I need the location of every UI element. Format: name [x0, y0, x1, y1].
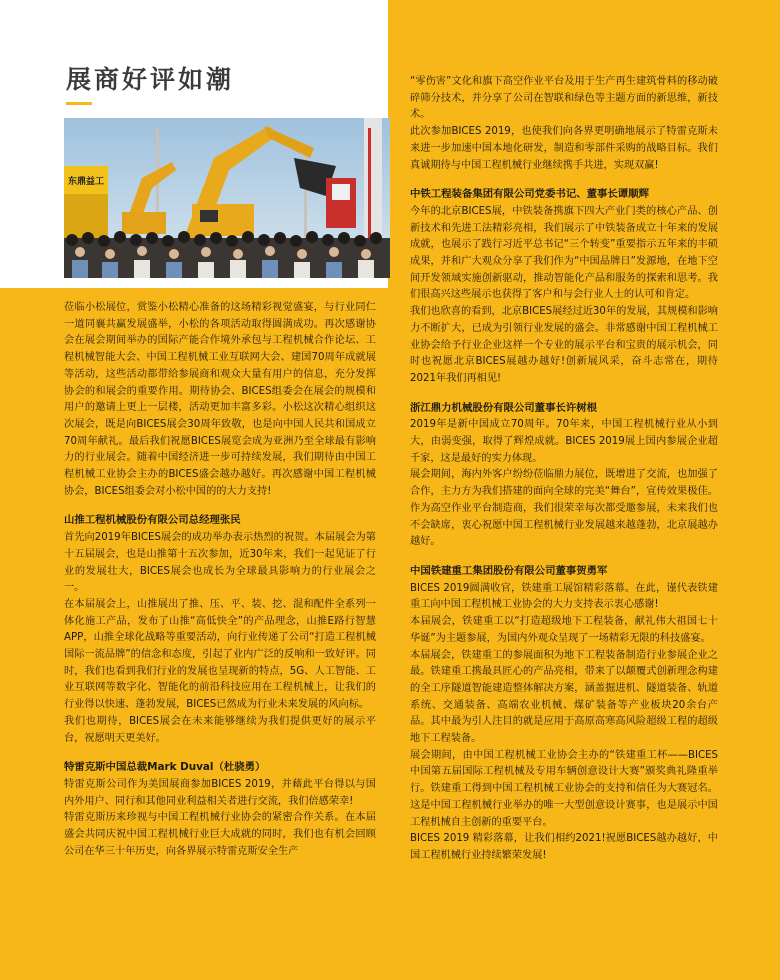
paragraph: 特雷克斯公司作为美国展商参加BICES 2019，并藉此平台得以与国内外用户、同行和其他同业利益相关者进行交流，我们倍感荣幸! — [64, 778, 376, 807]
paragraph: 本届展会，铁建重工的参展面积为地下工程装备制造行业参展企业之最。铁建重工携最具匠心的产品亮相，带来了以颠覆式创新理念构建的全工序隧道智能建造整体解决方案，涵盖掘进机、隧道装备、轨道系统、交通装备、高端农业机械、煤矿装备等产业板块20余台产品。其中最为引人注目的就是应用于高原高寒高风险超级工程的超级地下工程装备。 — [410, 649, 718, 745]
paragraph: 展会期间，由中国工程机械工业协会主办的“铁建重工杯——BICES中国第五届国际工程机械及专用车辆创意设计大赛”颁奖典礼隆重举行。铁建重工得到中国工程机械工业协会的支持和信任为大赛冠名。这是中国工程机械行业举办的唯一大型创意设计赛事，也是展示中国工程机械自主创新的重要平台。 — [410, 749, 718, 828]
paragraph: 特雷克斯历来珍视与中国工程机械行业协会的紧密合作关系。在本届盛会共同庆祝中国工程机械行业巨大成就的同时，我们也有机会回顾公司在华三十年历史，向各界展示特雷克斯安全生产 — [64, 812, 376, 857]
paragraph: BICES 2019圆满收官，铁建重工展馆精彩落幕。在此，谨代表铁建重工向中国工程机械工业协会的大力支持表示衷心感谢! — [410, 582, 718, 611]
right-column — [410, 74, 718, 865]
paragraph: 我们也期待，BICES展会在未来能够继续为我们提供更好的展示平台，祝愿明天更美好。 — [64, 715, 376, 744]
section-heading: 浙江鼎力机械股份有限公司董事长许树根 — [410, 401, 598, 414]
page-title: 展商好评如潮 — [66, 65, 235, 94]
paragraph: 在本届展会上，山推展出了推、压、平、装、挖、混和配件全系列一体化施工产品，发布了山推“高低快全”的产品理念，山推E路行智慧APP，山推全球化战略等重要活动，向行业传递了公司“打造工程机械国际一流品牌”的信念和态度，引起了业内广泛的反响和一致好评。同时，我们也看到我们行业的发展也呈现新的特点，5G、人工智能、工业互联网等数字化、智能化的前沿科技应用在工程机械上，让我们的行业得以快速、蓬勃发展，BICES已然成为行业未来发展的风向标。 — [64, 598, 376, 711]
title-underline — [66, 102, 92, 105]
paragraph: 我们也欣喜的看到，北京BICES展经过近30年的发展，其规模和影响力不断扩大，已成为引领行业发展的盛会。非常感谢中国工程机械工业协会给予行业企业这样一个专业的展示平台和宝贵的展示机会，同时也祝愿北京BICES展越办越好!创新展风采，奋斗志常在，期待2021年我们再相见! — [410, 306, 718, 384]
paragraph: 展会期间，海内外客户纷纷莅临鼎力展位，既增进了交流，也加强了合作，主力方为我们搭建的面向全球的完美“舞台”，宣传效果极佳。作为高空作业平台制造商，我们很荣幸每次都受邀参展，未来我们也不会缺席，衷心祝愿中国工程机械行业发展越来越蓬勃，北京展越办越好。 — [410, 469, 718, 548]
paragraph: 首先向2019年BICES展会的成功举办表示热烈的祝贺。本届展会为第十五届展会，也是山推第十五次参加，近30年来，我们一起见证了行业的发展壮大，BICES展会也成长为全球最具影响力的行业展会之一。 — [64, 532, 376, 594]
paragraph: 本届展会，铁建重工以“打造超级地下工程装备，献礼伟大祖国七十华诞”为主题参展，为国内外观众呈现了一场精彩无限的科技盛宴。 — [410, 616, 718, 644]
section-heading: 山推工程机械股份有限公司总经理张民 — [64, 514, 241, 527]
booth-sign: 东鼎益工 — [68, 177, 105, 187]
section-heading: 特雷克斯中国总裁Mark Duval（杜骁勇） — [64, 761, 266, 774]
paragraph: 今年的北京BICES展，中铁装备携旗下四大产业门类的核心产品、创新技术和先进工法精彩亮相，我们展示了中铁装备成立十年来的发展成就，也展示了践行习近平总书记“三个转变”重要指示五年来的丰硕成果，并和广大观众分享了我们作为“中国品牌日”发源地，在地下空间开发领域实施创新驱动，推动智能化产品和服务的探索和思考。我们很高兴这些展示也获得了客户和与会行业人士的认可和肯定。 — [410, 205, 718, 301]
paragraph: “零伤害”文化和旗下高空作业平台及用于生产再生建筑骨料的移动破碎筛分技术，并分享了公司在智联和绿色等主题方面的新思维，新技术。 — [410, 76, 718, 121]
left-column — [64, 300, 376, 861]
intro-paragraph: 莅临小松展位，赏鉴小松精心准备的这场精彩视觉盛宴，与行业同仁一道同襄共赢发展盛举，小松的各项活动取得圆满成功。再次感谢协会在展会期间举办的国际产能合作境外承包与工程机械合作论坛、工程机械智能大会、中国工程机械工业互联网大会、建国70周年成就展等活动，这些活动都带给参展商和观众大量有用户的信息，充分发挥协会的和展会的重要作用。期待协会、BICES组委会在展会的规模和用户的邀请上更上一层楼，活动更加丰富多彩。小松这次精心组织这次展会，既是向BICES展会30周年致敬，也是向中国人民共和国成立70周年献礼。最后我们祝愿BICES展览会成为亚洲乃至全球最有影响力的行业展会。随着中国经济进一步可持续发展，我们期待由中国工程机械工业协会主办的BICES盛会越办越好。再次感谢中国工程机械协会，BICES组委会对小松中国的的大力支持! — [64, 302, 376, 497]
paragraph: 2019年是新中国成立70周年。70年来，中国工程机械行业从小到大，由弱变强，取得了辉煌成就。BICES 2019展上国内参展企业超千家，这是最好的实力体现。 — [410, 419, 718, 464]
exhibition-photo — [64, 118, 390, 278]
paragraph: 此次参加BICES 2019，也使我们向各界更明确地展示了特雷克斯未来进一步加速中国本地化研发，制造和零部件采购的战略目标。我们真诚期待与中国工程机械行业继续携手共进，实现双赢! — [410, 126, 718, 171]
exhibition-illustration — [64, 118, 390, 278]
section-heading: 中铁工程装备集团有限公司党委书记、董事长谭顺辉 — [410, 188, 649, 201]
section-heading: 中国铁建重工集团股份有限公司董事贺勇军 — [410, 564, 608, 577]
paragraph: BICES 2019 精彩落幕，让我们相约2021!祝愿BICES越办越好，中国工程机械行业持续繁荣发展! — [410, 833, 718, 861]
